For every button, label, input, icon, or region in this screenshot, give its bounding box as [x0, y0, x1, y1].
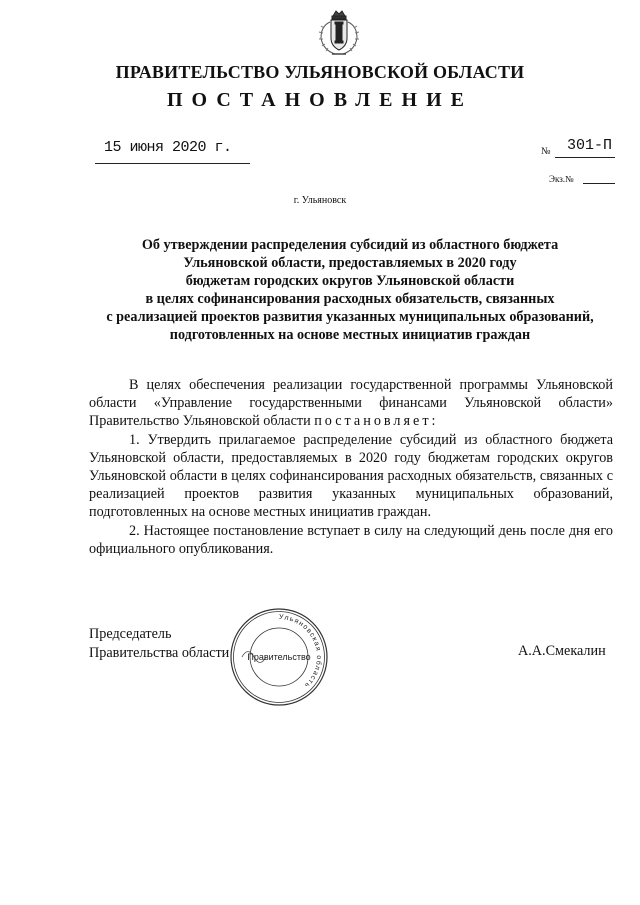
title-line: Ульяновской области, предоставляемых в 2020 году	[183, 255, 517, 271]
role-line-2: Правительства области	[89, 644, 230, 661]
document-body	[89, 376, 613, 558]
item-1: 1. Утвердить прилагаемое распределение субсидий из областного бюджета Ульяновской области, предоставляемых в 2020 году бюджетам городских округов Ульяновской области в целях софинансирования расходных обязательств, связанных с реализацией проектов развития указанных муниципальных образований, подготовленных на основе местных инициатив граждан.	[89, 431, 613, 521]
number-underline	[555, 157, 615, 158]
title-line: в целях софинансирования расходных обязательств, связанных	[145, 291, 555, 307]
number-label: №	[541, 146, 551, 157]
intro-text: В целях обеспечения реализации государственной программы Ульяновской области «Управление государственными финансами Ульяновской области» Правительство Ульяновской области	[89, 377, 613, 430]
seal-center-text: Правительство	[247, 652, 311, 662]
copy-number-underline	[583, 183, 615, 184]
item-2: 2. Настоящее постановление вступает в силу на следующий день после дня его официального опубликования.	[89, 522, 613, 557]
document-type: ПОСТАНОВЛЕНИЕ	[167, 89, 473, 111]
signatory-role	[89, 625, 229, 662]
document-date: 15 июня 2020 г.	[104, 139, 232, 156]
title-line: Об утверждении распределения субсидий из областного бюджета	[141, 237, 559, 253]
date-underline	[95, 163, 250, 164]
resolves-keyword: постановляет:	[314, 413, 439, 430]
round-seal-icon	[228, 606, 330, 708]
signatory-name: А.А.Смекалин	[518, 643, 606, 659]
document-title	[60, 236, 640, 344]
title-line: подготовленных на основе местных инициатив граждан	[169, 327, 531, 343]
intro-paragraph	[89, 376, 613, 431]
copy-number-label: Экз.№	[549, 174, 574, 184]
document-number: 301-П	[567, 137, 613, 154]
seal-ring-text: Ульяновская область	[278, 613, 322, 690]
government-name: ПРАВИТЕЛЬСТВО УЛЬЯНОВСКОЙ ОБЛАСТИ	[115, 62, 525, 82]
coat-of-arms-icon	[312, 6, 366, 60]
role-line-1: Председатель	[89, 626, 172, 642]
city: г. Ульяновск	[293, 195, 347, 206]
title-line: бюджетам городских округов Ульяновской области	[185, 273, 515, 289]
title-line: с реализацией проектов развития указанных муниципальных образований,	[106, 309, 594, 325]
